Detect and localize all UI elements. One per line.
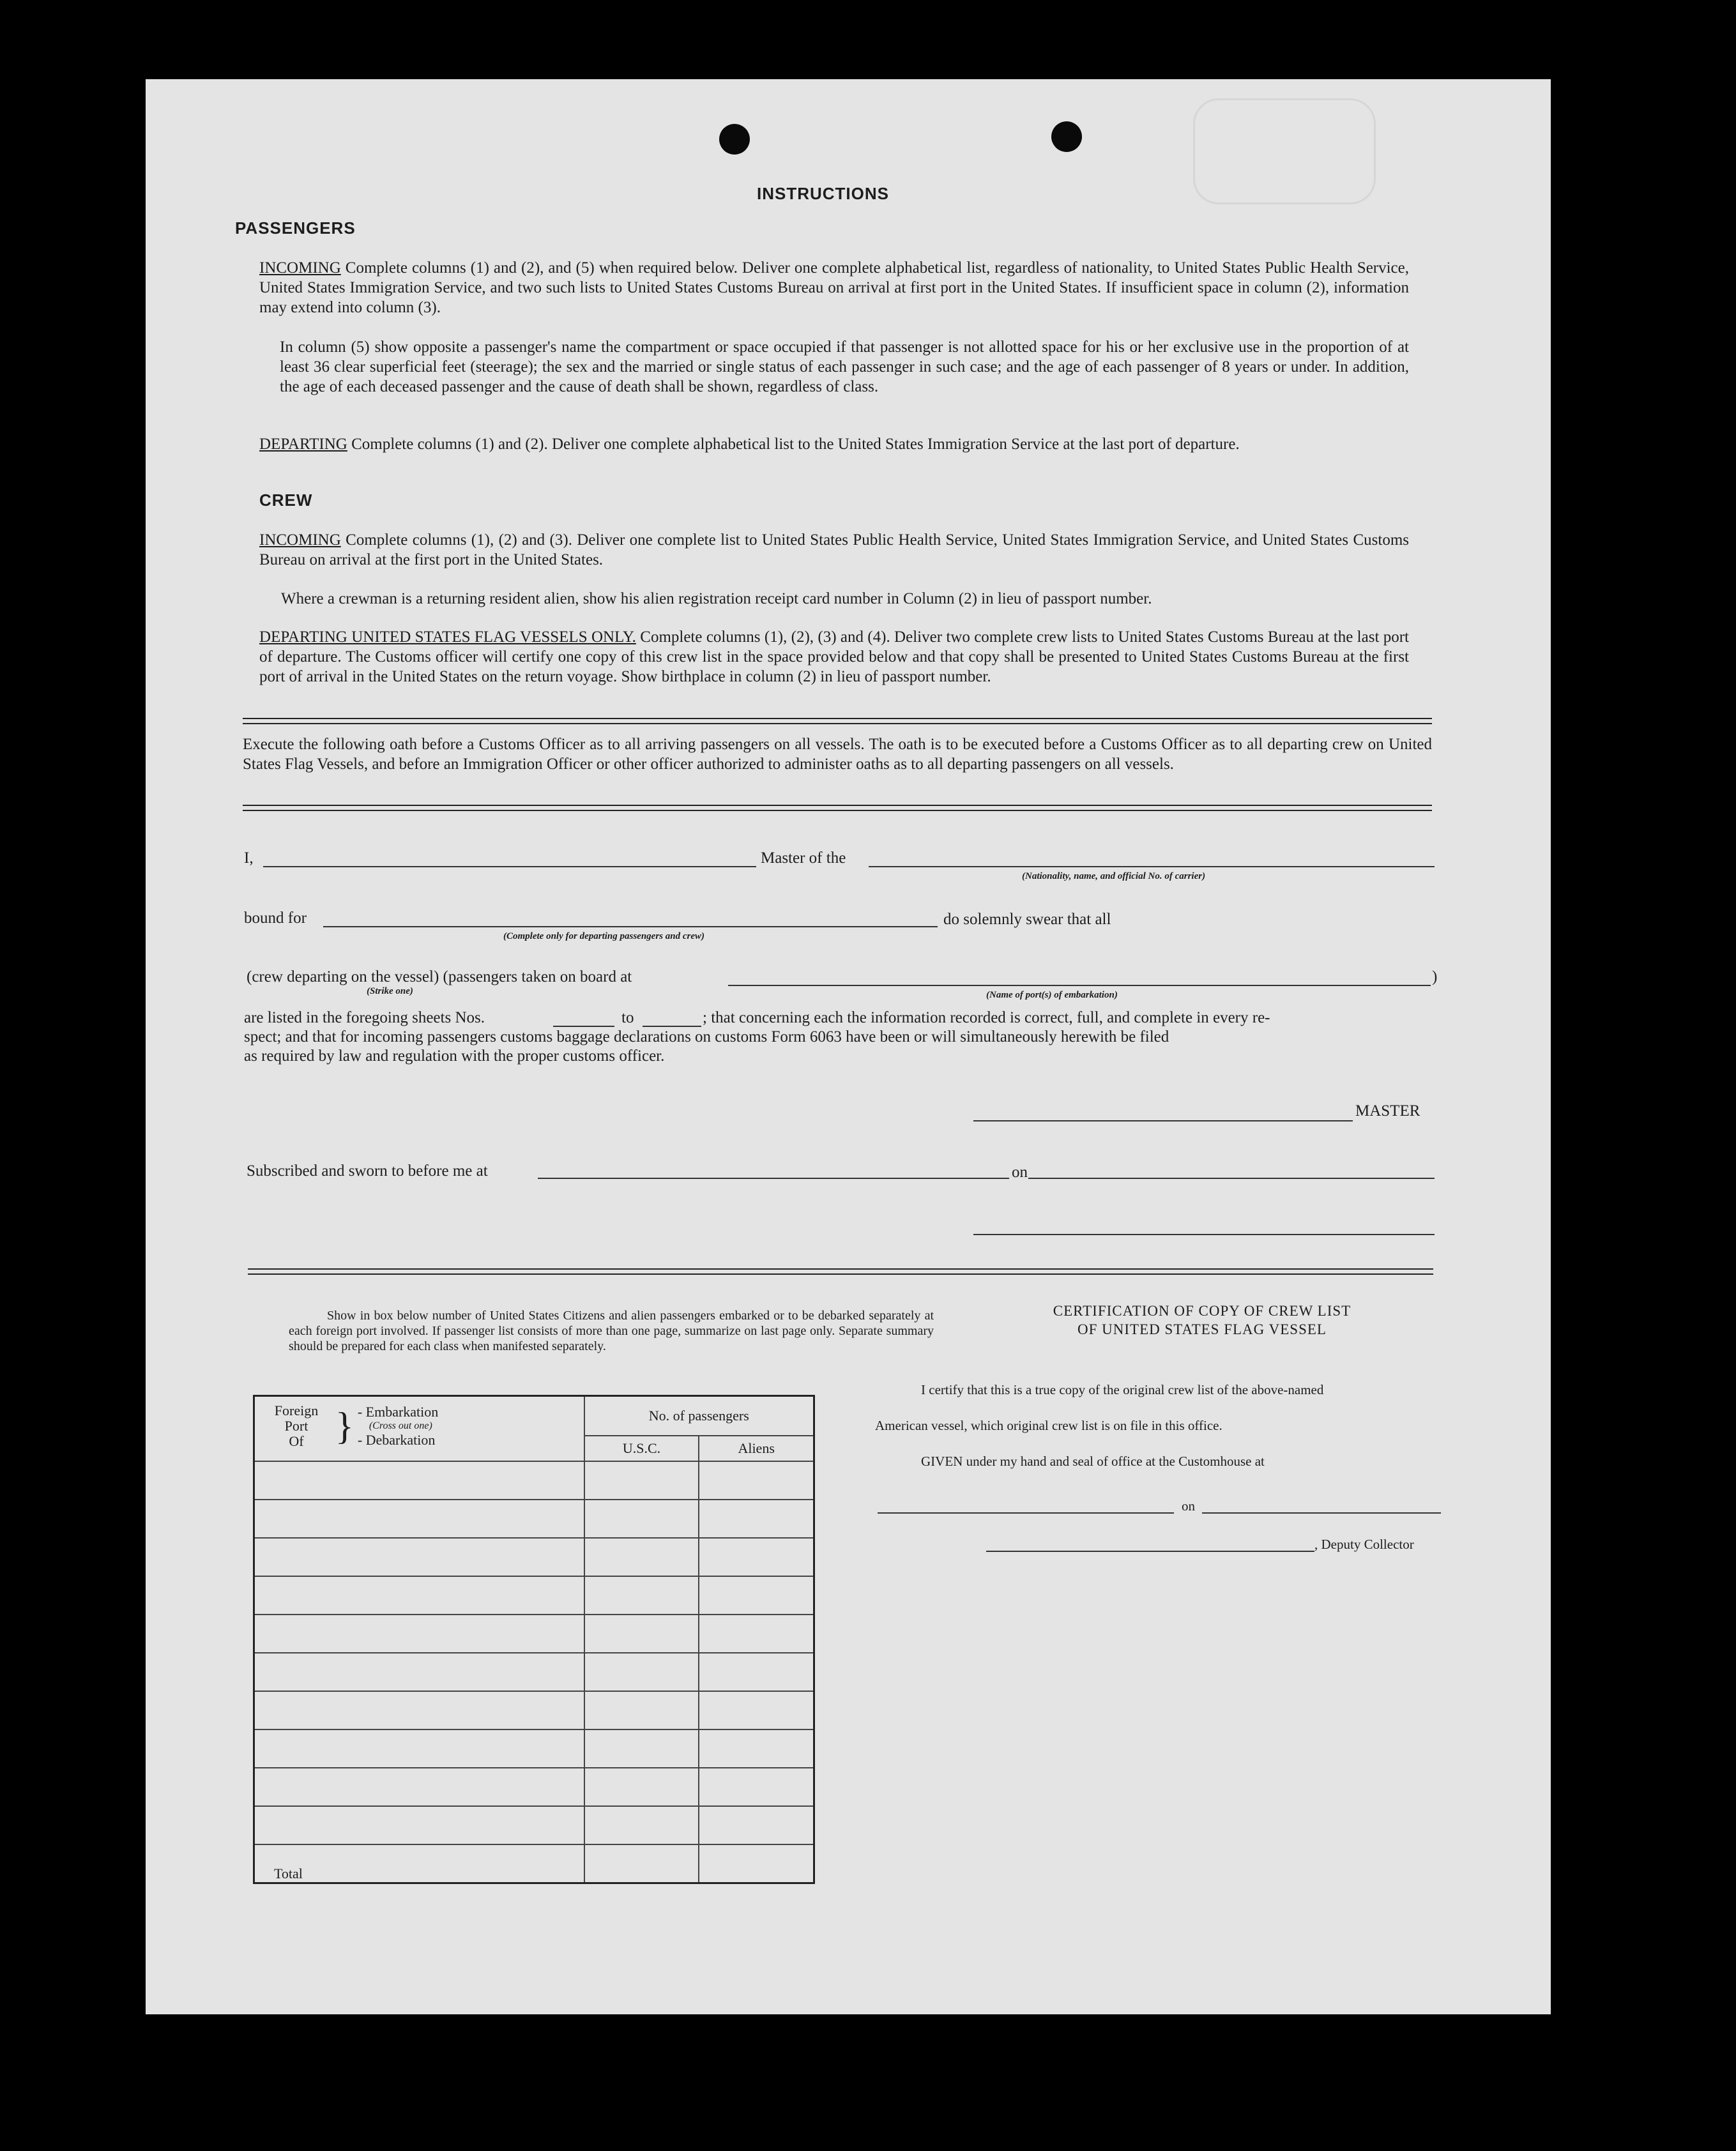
passengers-departing-paragraph	[259, 434, 1409, 454]
table-row	[254, 1806, 814, 1844]
port-word: Port	[284, 1418, 308, 1434]
port-cell[interactable]	[254, 1461, 584, 1500]
customhouse-field[interactable]	[878, 1512, 1174, 1514]
aliens-cell[interactable]	[699, 1653, 814, 1691]
aliens-cell[interactable]	[699, 1806, 814, 1844]
master-label: MASTER	[1355, 1102, 1420, 1120]
usc-cell[interactable]	[584, 1576, 699, 1615]
certification-title	[1004, 1302, 1400, 1339]
aliens-cell[interactable]	[699, 1461, 814, 1500]
sheet-to-field[interactable]	[643, 1026, 701, 1027]
cross-out-note: (Cross out one)	[369, 1420, 432, 1431]
brace-icon: }	[335, 1404, 354, 1447]
usc-cell[interactable]	[584, 1729, 699, 1768]
incoming-label: INCOMING	[259, 259, 341, 277]
oath-i-label: I,	[244, 849, 254, 867]
embark-options	[358, 1405, 438, 1447]
usc-cell[interactable]	[584, 1653, 699, 1691]
crew-incoming-text: Complete columns (1), (2) and (3). Deliver one complete list to United States Public Health Service, United States Immigration Service, and United States Customs Bureau on arrival at the first port in the United States.	[259, 531, 1410, 568]
punch-hole	[719, 124, 750, 155]
table-row	[254, 1691, 814, 1729]
crew-heading: CREW	[259, 490, 313, 510]
port-cell[interactable]	[254, 1576, 584, 1615]
bound-for-field[interactable]	[323, 926, 938, 927]
port-header-cell	[254, 1396, 584, 1462]
aliens-cell[interactable]	[699, 1615, 814, 1653]
table-row	[254, 1461, 814, 1500]
total-row	[254, 1844, 814, 1883]
embarkation-port-field[interactable]	[728, 985, 1431, 986]
aliens-cell[interactable]	[699, 1500, 814, 1538]
aliens-cell[interactable]	[699, 1576, 814, 1615]
crew-departing-label: DEPARTING UNITED STATES FLAG VESSELS ONLY.	[259, 628, 636, 646]
port-cell[interactable]	[254, 1806, 584, 1844]
bound-for-caption: (Complete only for departing passengers and crew)	[503, 931, 704, 941]
usc-cell[interactable]	[584, 1691, 699, 1729]
incoming-text: Complete columns (1) and (2), and (5) when required below. Deliver one complete alphabetical list, regardless of nationality, to United States Public Health Service, United States Immigration Service, and two such lists to United States Customs Bureau on arrival at first port in the United States. If insufficient space in column (2), information may extend into column (3).	[259, 259, 1410, 316]
crew-incoming-paragraph	[259, 530, 1409, 570]
strike-caption: (Strike one)	[367, 986, 413, 996]
aliens-cell[interactable]	[699, 1729, 814, 1768]
column5-paragraph: In column (5) show opposite a passenger's name the compartment or space occupied if that passenger is not allotted space for his or her exclusive use in the proportion of at least 36 clear superficial feet (steerage); the sex and the married or single status of each passenger in such case; and the age of each passenger of 8 years or under. In addition, the age of each deceased passenger and the cause of death shall be shown, regardless of class.	[280, 338, 1409, 395]
table-row	[254, 1768, 814, 1806]
divider	[243, 723, 1432, 724]
cert-on-label: on	[1182, 1498, 1195, 1514]
certification-title-line-2: OF UNITED STATES FLAG VESSEL	[1077, 1321, 1327, 1337]
oath-intro: Execute the following oath before a Customs Officer as to all arriving passengers on all vessels. The oath is to be executed before a Customs Officer as to all departing crew on United States Flag Vessels, and before an Immigration Officer or other officer authorized to administer oaths as to all departing passengers on all vessels.	[243, 736, 1432, 773]
port-cell[interactable]	[254, 1729, 584, 1768]
embarkation-option: - Embarkation	[357, 1404, 439, 1420]
port-cell[interactable]	[254, 1691, 584, 1729]
divider	[243, 805, 1432, 806]
usc-cell[interactable]	[584, 1461, 699, 1500]
table-row	[254, 1729, 814, 1768]
port-cell[interactable]	[254, 1768, 584, 1806]
foreign-port-label	[261, 1403, 331, 1449]
punch-hole	[1051, 121, 1082, 152]
sheets-post: ; that concerning each the information recorded is correct, full, and complete in every re-	[703, 1009, 1270, 1026]
sworn-on-label: on	[1012, 1164, 1028, 1181]
sworn-place-field[interactable]	[538, 1178, 1009, 1179]
carrier-caption: (Nationality, name, and official No. of carrier)	[1022, 871, 1206, 881]
aliens-cell[interactable]	[699, 1691, 814, 1729]
usc-total-cell[interactable]	[584, 1844, 699, 1883]
port-cell[interactable]	[254, 1615, 584, 1653]
usc-header: U.S.C.	[584, 1436, 699, 1461]
divider	[243, 810, 1432, 811]
close-paren: )	[1432, 968, 1438, 985]
crew-incoming-label: INCOMING	[259, 531, 341, 549]
aliens-cell[interactable]	[699, 1768, 814, 1806]
foreign-word: Foreign	[274, 1402, 319, 1418]
crew-departing-paragraph	[259, 627, 1409, 687]
master-signature-field[interactable]	[973, 1120, 1353, 1121]
divider	[243, 718, 1432, 719]
deputy-label: , Deputy Collector	[1314, 1537, 1414, 1552]
cert-date-field[interactable]	[1202, 1512, 1441, 1514]
passengers-incoming-paragraph	[259, 258, 1409, 317]
sheets-pre: are listed in the foregoing sheets Nos.	[244, 1009, 485, 1026]
table-row	[254, 1500, 814, 1538]
of-word: Of	[289, 1433, 304, 1449]
carrier-field[interactable]	[869, 866, 1435, 867]
table-row	[254, 1615, 814, 1653]
certify-line-2: American vessel, which original crew list is on file in this office.	[875, 1418, 1222, 1433]
sheets-to: to	[621, 1009, 634, 1026]
port-cell[interactable]	[254, 1653, 584, 1691]
table-body	[254, 1461, 814, 1883]
passenger-summary-table	[253, 1395, 815, 1884]
usc-cell[interactable]	[584, 1615, 699, 1653]
table-row	[254, 1538, 814, 1576]
officer-signature-field[interactable]	[973, 1234, 1435, 1235]
sworn-date-field[interactable]	[1028, 1178, 1435, 1179]
port-caption: (Name of port(s) of embarkation)	[986, 990, 1118, 1000]
usc-cell[interactable]	[584, 1538, 699, 1576]
divider	[248, 1273, 1433, 1275]
passengers-heading: PASSENGERS	[235, 218, 356, 238]
sheets-line-2: spect; and that for incoming passengers customs baggage declarations on customs Form 6063 have been or will simultaneously herewith be filed	[244, 1028, 1169, 1045]
sheet-from-field[interactable]	[553, 1026, 614, 1027]
swear-label: do solemnly swear that all	[943, 911, 1111, 928]
master-name-field[interactable]	[263, 866, 756, 867]
certification-title-line-1: CERTIFICATION OF COPY OF CREW LIST	[1053, 1303, 1351, 1319]
bleed-through-stamp	[1193, 98, 1376, 204]
debarkation-option: - Debarkation	[357, 1432, 436, 1448]
aliens-cell[interactable]	[699, 1538, 814, 1576]
total-label: Total	[254, 1844, 584, 1883]
usc-cell[interactable]	[584, 1768, 699, 1806]
aliens-total-cell[interactable]	[699, 1844, 814, 1883]
departing-text: Complete columns (1) and (2). Deliver one complete alphabetical list to the United States Immigration Service at the last port of departure.	[351, 436, 1240, 453]
port-cell[interactable]	[254, 1538, 584, 1576]
summary-note: Show in box below number of United States Citizens and alien passengers embarked or to be debarked separately at each foreign port involved. If passenger list consists of more than one page, summarize on last page only. Separate summary should be prepared for each class when manifested separately.	[289, 1309, 934, 1353]
departing-label: DEPARTING	[259, 436, 347, 453]
given-line: GIVEN under my hand and seal of office at the Customhouse at	[921, 1454, 1265, 1469]
master-of-label: Master of the	[761, 849, 846, 867]
resident-alien-paragraph: Where a crewman is a returning resident alien, show his alien registration receipt card number in Column (2) in lieu of passport number.	[281, 590, 1152, 607]
usc-cell[interactable]	[584, 1806, 699, 1844]
subscribed-label: Subscribed and sworn to before me at	[247, 1162, 488, 1180]
table-row	[254, 1576, 814, 1615]
instructions-title: INSTRUCTIONS	[757, 184, 889, 203]
deputy-signature-field[interactable]	[986, 1551, 1314, 1552]
bound-for-label: bound for	[244, 909, 307, 927]
crew-departing-oath: (crew departing on the vessel) (passengers taken on board at	[247, 968, 632, 985]
no-passengers-header: No. of passengers	[584, 1396, 814, 1436]
divider	[248, 1268, 1433, 1270]
table-row	[254, 1653, 814, 1691]
aliens-header: Aliens	[699, 1436, 814, 1461]
sheets-line-3: as required by law and regulation with the proper customs officer.	[244, 1047, 665, 1065]
port-cell[interactable]	[254, 1500, 584, 1538]
certify-line-1: I certify that this is a true copy of the original crew list of the above-named	[921, 1382, 1324, 1397]
usc-cell[interactable]	[584, 1500, 699, 1538]
crew-departing-text: Complete columns (1), (2), (3) and (4). Deliver two complete crew lists to United States Customs Bureau at the last port of departure. The Customs officer will certify one copy of this crew list in the space provided below and that copy shall be presented to United States Customs Bureau at the first port of arrival in the United States on the return voyage. Show birthplace in column (2) in lieu of passport number.	[259, 628, 1410, 685]
